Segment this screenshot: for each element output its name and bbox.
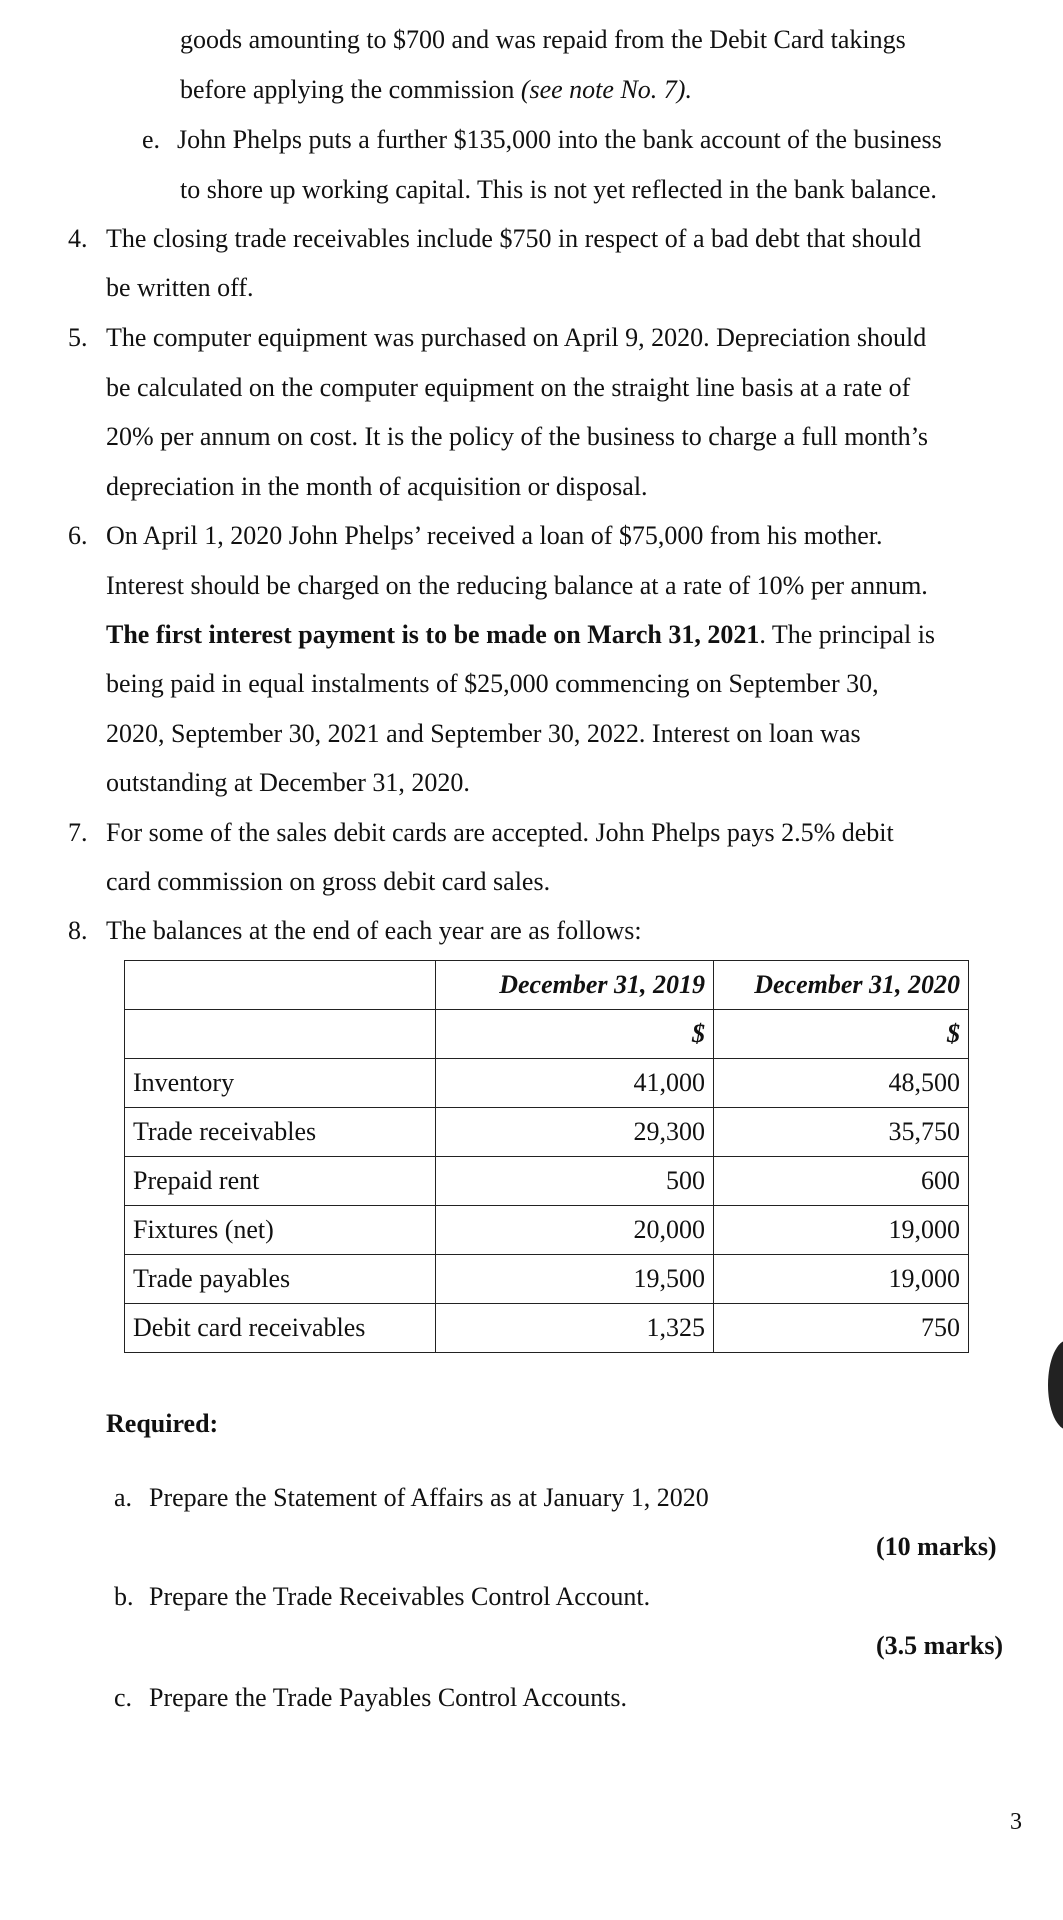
required-b-label: b. bbox=[114, 1582, 134, 1611]
required-a-text: Prepare the Statement of Affairs as at January 1, 2020 bbox=[149, 1483, 709, 1512]
table-cell: Fixtures (net) bbox=[125, 1206, 436, 1255]
item-e-label: e. bbox=[142, 125, 161, 154]
required-c-label: c. bbox=[114, 1683, 133, 1712]
item-4-number: 4. bbox=[68, 224, 88, 253]
table-unit-cell: $ bbox=[436, 1010, 714, 1059]
item-6-line-6: outstanding at December 31, 2020. bbox=[106, 768, 470, 797]
table-cell: 750 bbox=[714, 1304, 969, 1353]
table-cell: Trade payables bbox=[125, 1255, 436, 1304]
table-row bbox=[125, 1304, 969, 1353]
item-6-line-2: Interest should be charged on the reducing balance at a rate of 10% per annum. bbox=[106, 571, 928, 600]
table-cell: 20,000 bbox=[436, 1206, 714, 1255]
item-6-line-3: The first interest payment is to be made on March 31, 2021. The principal is bbox=[106, 620, 936, 649]
table-cell: 19,000 bbox=[714, 1255, 969, 1304]
table-unit-cell: $ bbox=[714, 1010, 969, 1059]
item-6-line-1: On April 1, 2020 John Phelps’ received a loan of $75,000 from his mother. bbox=[106, 521, 883, 550]
table-units-row bbox=[125, 1010, 969, 1059]
table-cell: 500 bbox=[436, 1157, 714, 1206]
table-header-cell: December 31, 2019 bbox=[436, 961, 714, 1010]
table-cell: 600 bbox=[714, 1157, 969, 1206]
table-cell: 1,325 bbox=[436, 1304, 714, 1353]
page-number: 3 bbox=[1010, 1809, 1022, 1835]
table-row bbox=[125, 1206, 969, 1255]
item-e-line-1: John Phelps puts a further $135,000 into the bank account of the business bbox=[177, 125, 942, 154]
item-d-line-1: goods amounting to $700 and was repaid from the Debit Card takings bbox=[180, 25, 906, 54]
item-7-line-1: For some of the sales debit cards are accepted. John Phelps pays 2.5% debit bbox=[106, 818, 894, 847]
required-a-label: a. bbox=[114, 1483, 133, 1512]
table-cell: 48,500 bbox=[714, 1059, 969, 1108]
item-6-line-5: 2020, September 30, 2021 and September 30, 2022. Interest on loan was bbox=[106, 719, 861, 748]
table-cell: 41,000 bbox=[436, 1059, 714, 1108]
item-d-line-2: before applying the commission (see note No. 7). bbox=[180, 75, 692, 104]
table-cell: Trade receivables bbox=[125, 1108, 436, 1157]
table-cell: Inventory bbox=[125, 1059, 436, 1108]
item-5-line-1: The computer equipment was purchased on April 9, 2020. Depreciation should bbox=[106, 323, 927, 352]
item-8-number: 8. bbox=[68, 916, 88, 945]
table-header-cell bbox=[125, 961, 436, 1010]
item-4-line-1: The closing trade receivables include $750 in respect of a bad debt that should bbox=[106, 224, 922, 253]
item-5-line-3: 20% per annum on cost. It is the policy of the business to charge a full month’s bbox=[106, 422, 928, 451]
table-cell: 19,500 bbox=[436, 1255, 714, 1304]
interest-payment-note: The first interest payment is to be made on March 31, 2021 bbox=[106, 620, 760, 649]
table-row bbox=[125, 1255, 969, 1304]
required-b-text: Prepare the Trade Receivables Control Account. bbox=[149, 1582, 651, 1611]
required-b-marks: (3.5 marks) bbox=[876, 1631, 1004, 1660]
required-heading: Required: bbox=[106, 1409, 219, 1438]
balances-table bbox=[124, 960, 969, 1353]
table-row bbox=[125, 1157, 969, 1206]
table-cell: Debit card receivables bbox=[125, 1304, 436, 1353]
item-7-number: 7. bbox=[68, 818, 88, 847]
table-row bbox=[125, 1108, 969, 1157]
table-cell: 19,000 bbox=[714, 1206, 969, 1255]
required-c-text: Prepare the Trade Payables Control Accounts. bbox=[149, 1683, 628, 1712]
table-cell: 35,750 bbox=[714, 1108, 969, 1157]
item-e-line-2: to shore up working capital. This is not yet reflected in the bank balance. bbox=[180, 175, 937, 204]
table-header-cell: December 31, 2020 bbox=[714, 961, 969, 1010]
item-6-line-4: being paid in equal instalments of $25,000 commencing on September 30, bbox=[106, 669, 879, 698]
note-reference: (see note No. 7). bbox=[520, 75, 692, 104]
item-5-line-2: be calculated on the computer equipment on the straight line basis at a rate of bbox=[106, 373, 911, 402]
item-6-number: 6. bbox=[68, 521, 88, 550]
item-5-line-4: depreciation in the month of acquisition or disposal. bbox=[106, 472, 648, 501]
table-row bbox=[125, 1059, 969, 1108]
item-8-line-1: The balances at the end of each year are as follows: bbox=[106, 916, 642, 945]
table-cell: Prepaid rent bbox=[125, 1157, 436, 1206]
item-7-line-2: card commission on gross debit card sales. bbox=[106, 867, 551, 896]
item-5-number: 5. bbox=[68, 323, 88, 352]
item-4-line-2: be written off. bbox=[106, 273, 254, 302]
table-cell: 29,300 bbox=[436, 1108, 714, 1157]
table-header-row bbox=[125, 961, 969, 1010]
table-unit-cell bbox=[125, 1010, 436, 1059]
edge-shadow bbox=[1048, 1340, 1063, 1430]
required-a-marks: (10 marks) bbox=[876, 1532, 997, 1561]
